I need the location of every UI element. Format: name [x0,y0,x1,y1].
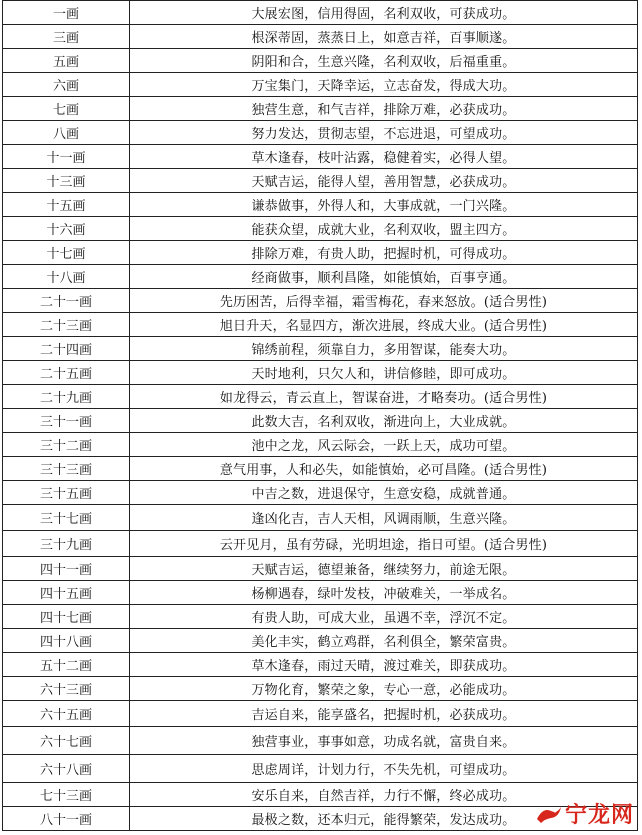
fortune-description-cell: 天赋吉运，德望兼备，继续努力，前途无限。 [130,557,638,581]
stroke-count-cell: 十五画 [3,193,130,217]
stroke-count-cell: 六十五画 [3,701,130,727]
fortune-description-cell: 万宝集门，天降幸运，立志奋发，得成大功。 [130,73,638,97]
table-row [3,361,638,385]
stroke-count-cell: 三十五画 [3,481,130,505]
table-row [3,1,638,25]
stroke-count-cell: 四十一画 [3,557,130,581]
stroke-count-cell: 二十三画 [3,313,130,337]
table-row [3,433,638,457]
table-row [3,605,638,629]
dragon-logo-icon [535,803,563,825]
fortune-description-cell: 草木逢春，枝叶沾露，稳健着实，必得人望。 [130,145,638,169]
table-row [3,313,638,337]
stroke-count-cell: 三十七画 [3,505,130,531]
fortune-description-cell: 排除万难，有贵人助，把握时机，可得成功。 [130,241,638,265]
fortune-description-cell: 独营事业，事事如意，功成名就，富贵自来。 [130,727,638,755]
table-row [3,25,638,49]
fortune-description-cell: 万物化育，繁荣之象，专心一意，必能成功。 [130,677,638,701]
stroke-count-cell: 十七画 [3,241,130,265]
stroke-count-cell: 一画 [3,1,130,25]
stroke-count-cell: 十一画 [3,145,130,169]
fortune-description-cell: 意气用事，人和必失，如能慎始，必可昌隆。(适合男性) [130,457,638,481]
stroke-count-cell: 八画 [3,121,130,145]
table-row [3,629,638,653]
stroke-count-cell: 三十一画 [3,409,130,433]
stroke-count-cell: 三画 [3,25,130,49]
table-row [3,457,638,481]
table-row [3,505,638,531]
table-row [3,121,638,145]
table-row [3,727,638,755]
table-row [3,337,638,361]
stroke-count-cell: 六十七画 [3,727,130,755]
table-row [3,145,638,169]
table-row [3,701,638,727]
stroke-count-cell: 三十二画 [3,433,130,457]
table-row [3,193,638,217]
stroke-count-cell: 四十七画 [3,605,130,629]
table-row [3,581,638,605]
table-row [3,49,638,73]
fortune-description-cell: 天时地利，只欠人和，讲信修睦，即可成功。 [130,361,638,385]
watermark-text: 宁龙网 [564,803,634,828]
stroke-count-cell: 六十八画 [3,755,130,783]
fortune-description-cell: 吉运自来，能享盛名，把握时机，必获成功。 [130,701,638,727]
fortune-description-cell: 池中之龙，风云际会，一跃上天，成功可望。 [130,433,638,457]
table-row [3,677,638,701]
fortune-description-cell: 努力发达，贯彻志望，不忘进退，可望成功。 [130,121,638,145]
watermark [535,798,634,829]
fortune-description-cell: 草木逢春，雨过天晴，渡过难关，即获成功。 [130,653,638,677]
stroke-count-cell: 六十三画 [3,677,130,701]
stroke-count-cell: 四十五画 [3,581,130,605]
table-row [3,385,638,409]
fortune-description-cell: 锦绣前程，须靠自力，多用智谋，能奏大功。 [130,337,638,361]
stroke-count-cell: 二十五画 [3,361,130,385]
fortune-description-cell: 先历困苦，后得幸福，霜雪梅花，春来怒放。(适合男性) [130,289,638,313]
stroke-count-cell: 八十一画 [3,807,130,831]
fortune-description-cell: 云开见月，虽有劳碌，光明坦途，指日可望。(适合男性) [130,531,638,557]
stroke-count-cell: 五画 [3,49,130,73]
table-row [3,531,638,557]
stroke-count-cell: 六画 [3,73,130,97]
fortune-description-cell: 天赋吉运，能得人望，善用智慧，必获成功。 [130,169,638,193]
stroke-count-cell: 三十九画 [3,531,130,557]
fortune-description-cell: 杨柳遇春，绿叶发枝，冲破难关，一举成名。 [130,581,638,605]
fortune-description-cell: 能获众望，成就大业，名利双收，盟主四方。 [130,217,638,241]
table-row [3,73,638,97]
table-row [3,481,638,505]
fortune-description-cell: 逢凶化吉，吉人天相，风调雨顺，生意兴隆。 [130,505,638,531]
stroke-count-cell: 二十一画 [3,289,130,313]
fortune-description-cell: 此数大吉，名利双收，渐进向上，大业成就。 [130,409,638,433]
stroke-count-cell: 四十八画 [3,629,130,653]
table-row [3,409,638,433]
table-body [3,1,638,831]
fortune-description-cell: 谦恭做事，外得人和，大事成就，一门兴隆。 [130,193,638,217]
table-row [3,265,638,289]
fortune-description-cell: 经商做事，顺利昌隆，如能慎始，百事亨通。 [130,265,638,289]
fortune-description-cell: 独营生意，和气吉祥，排除万难，必获成功。 [130,97,638,121]
table-row [3,241,638,265]
stroke-count-cell: 五十二画 [3,653,130,677]
stroke-count-cell: 二十九画 [3,385,130,409]
fortune-description-cell: 大展宏图，信用得固，名利双收，可获成功。 [130,1,638,25]
stroke-count-cell: 二十四画 [3,337,130,361]
fortune-description-cell: 旭日升天，名显四方，渐次进展，终成大业。(适合男性) [130,313,638,337]
stroke-count-cell: 十八画 [3,265,130,289]
stroke-count-cell: 七画 [3,97,130,121]
table-row [3,97,638,121]
table-row [3,755,638,783]
fortune-description-cell: 阴阳和合，生意兴隆，名利双收，后福重重。 [130,49,638,73]
table-row [3,217,638,241]
table-row [3,557,638,581]
stroke-count-cell: 七十三画 [3,783,130,807]
table-row [3,653,638,677]
fortune-description-cell: 如龙得云，青云直上，智谋奋进，才略奏功。(适合男性) [130,385,638,409]
fortune-description-cell: 思虑周详，计划力行，不失先机，可望成功。 [130,755,638,783]
table-row [3,289,638,313]
fortune-description-cell: 安乐自来，自然吉祥，力行不懈，终必成功。 [130,783,638,807]
fortune-description-cell: 美化丰实，鹤立鸡群，名利俱全，繁荣富贵。 [130,629,638,653]
stroke-fortune-table [2,0,638,831]
fortune-description-cell: 中吉之数，进退保守，生意安稳，成就普通。 [130,481,638,505]
fortune-description-cell: 最极之数，还本归元，能得繁荣，发达成功。 [130,807,638,831]
stroke-count-cell: 十三画 [3,169,130,193]
table-row [3,169,638,193]
fortune-description-cell: 根深蒂固，蒸蒸日上，如意吉祥，百事顺遂。 [130,25,638,49]
stroke-count-cell: 十六画 [3,217,130,241]
fortune-description-cell: 有贵人助，可成大业，虽遇不幸，浮沉不定。 [130,605,638,629]
stroke-count-cell: 三十三画 [3,457,130,481]
